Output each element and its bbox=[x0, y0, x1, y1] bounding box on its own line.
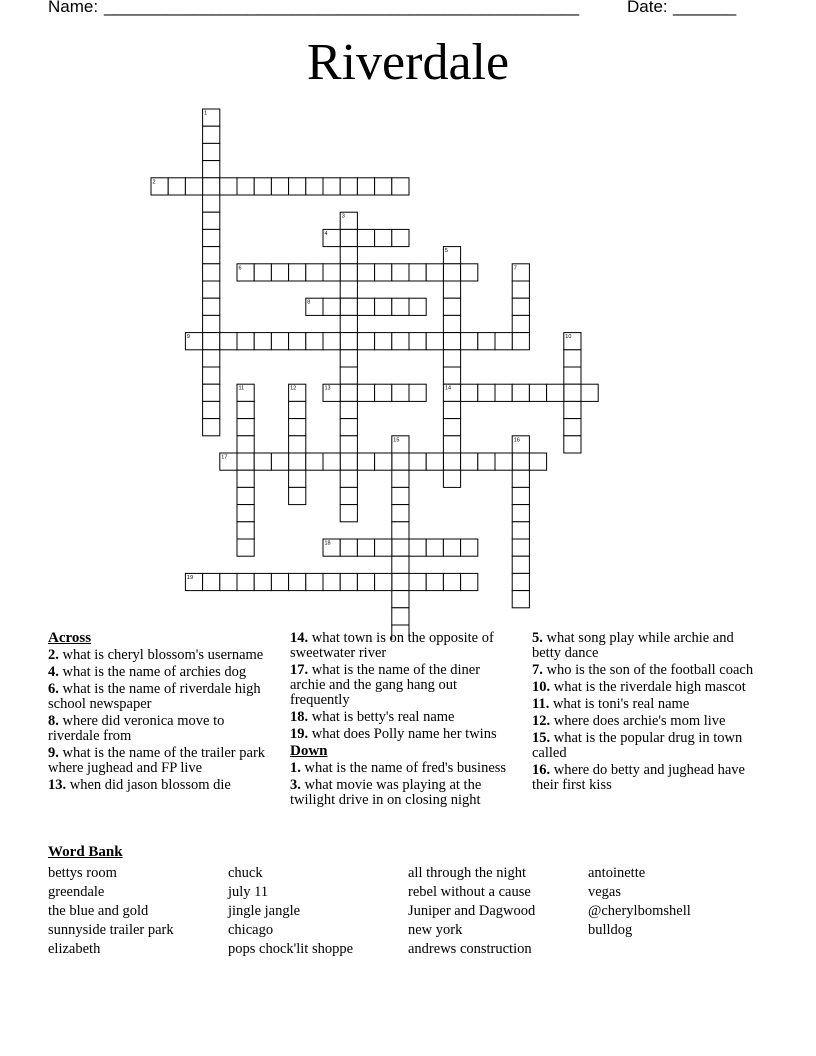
grid-cell[interactable] bbox=[289, 333, 306, 350]
grid-cell[interactable] bbox=[289, 453, 306, 470]
grid-cell[interactable] bbox=[409, 333, 426, 350]
grid-cell[interactable] bbox=[512, 470, 529, 487]
grid-cell[interactable] bbox=[306, 178, 323, 195]
grid-cell[interactable] bbox=[512, 315, 529, 332]
grid-cell[interactable] bbox=[392, 178, 409, 195]
clue-down-15: 15. what is the popular drug in town called bbox=[532, 730, 743, 761]
clue-down-3: 3. what movie was playing at the twilight drive in on closing night bbox=[290, 777, 482, 808]
grid-cell[interactable] bbox=[323, 453, 340, 470]
grid-cell[interactable] bbox=[289, 487, 306, 504]
word-bank-item: rebel without a cause bbox=[408, 884, 531, 900]
clue-number-label: 1 bbox=[204, 110, 208, 117]
grid-cell[interactable] bbox=[271, 178, 288, 195]
grid-cell[interactable] bbox=[340, 573, 357, 590]
grid-cell[interactable] bbox=[461, 333, 478, 350]
clue-number-label: 8 bbox=[307, 299, 311, 306]
clue-number-label: 7 bbox=[513, 265, 517, 272]
grid-cell[interactable] bbox=[340, 264, 357, 281]
grid-cell[interactable] bbox=[340, 453, 357, 470]
grid-cell[interactable] bbox=[512, 298, 529, 315]
grid-cell[interactable] bbox=[409, 298, 426, 315]
grid-cell[interactable] bbox=[392, 556, 409, 573]
grid-cell[interactable] bbox=[392, 573, 409, 590]
grid-cell[interactable] bbox=[254, 333, 271, 350]
grid-cell[interactable] bbox=[289, 470, 306, 487]
grid-cell[interactable] bbox=[323, 264, 340, 281]
grid-cell[interactable] bbox=[392, 470, 409, 487]
grid-cell[interactable] bbox=[375, 178, 392, 195]
grid-cell[interactable] bbox=[392, 453, 409, 470]
grid-cell[interactable] bbox=[426, 539, 443, 556]
grid-cell[interactable] bbox=[340, 350, 357, 367]
word-bank-col-4 bbox=[588, 864, 691, 940]
grid-cell[interactable] bbox=[512, 573, 529, 590]
grid-cell[interactable] bbox=[323, 573, 340, 590]
grid-cell[interactable] bbox=[340, 436, 357, 453]
grid-cell[interactable] bbox=[289, 178, 306, 195]
grid-cell[interactable] bbox=[357, 333, 374, 350]
grid-cell[interactable] bbox=[392, 539, 409, 556]
name-label: Name: bbox=[48, 0, 99, 16]
word-bank-col-3 bbox=[408, 864, 535, 959]
grid-cell[interactable] bbox=[443, 401, 460, 418]
grid-cell[interactable] bbox=[461, 539, 478, 556]
word-bank-item: greendale bbox=[48, 884, 105, 900]
grid-cell[interactable] bbox=[220, 178, 237, 195]
grid-cell[interactable] bbox=[203, 298, 220, 315]
grid-cell[interactable] bbox=[461, 384, 478, 401]
grid-cell[interactable] bbox=[254, 573, 271, 590]
grid-cell[interactable] bbox=[203, 195, 220, 212]
word-bank-col-2 bbox=[228, 864, 353, 959]
grid-cell[interactable] bbox=[443, 264, 460, 281]
grid-cell[interactable] bbox=[237, 333, 254, 350]
grid-cell[interactable] bbox=[237, 178, 254, 195]
grid-cell[interactable] bbox=[512, 487, 529, 504]
grid-cell[interactable] bbox=[203, 315, 220, 332]
grid-cell[interactable] bbox=[306, 333, 323, 350]
grid-cell[interactable] bbox=[564, 367, 581, 384]
clue-number-label: 14 bbox=[444, 385, 452, 392]
grid-cell[interactable] bbox=[340, 367, 357, 384]
word-bank-item: Juniper and Dagwood bbox=[408, 903, 536, 919]
grid-cell[interactable] bbox=[237, 522, 254, 539]
grid-cell[interactable] bbox=[340, 178, 357, 195]
grid-cell[interactable] bbox=[340, 505, 357, 522]
grid-cell[interactable] bbox=[237, 470, 254, 487]
grid-cell[interactable] bbox=[340, 247, 357, 264]
word-bank-item: pops chock'lit shoppe bbox=[228, 941, 354, 957]
grid-cell[interactable] bbox=[340, 401, 357, 418]
grid-cell[interactable] bbox=[203, 264, 220, 281]
clue-across-8: 8. where did veronica move to riverdale from bbox=[48, 713, 225, 744]
grid-cell[interactable] bbox=[340, 281, 357, 298]
grid-cell[interactable] bbox=[392, 333, 409, 350]
grid-cell[interactable] bbox=[375, 539, 392, 556]
clue-number-label: 9 bbox=[186, 334, 190, 341]
grid-cell[interactable] bbox=[237, 573, 254, 590]
word-bank-item: the blue and gold bbox=[48, 903, 149, 919]
word-bank-item: elizabeth bbox=[48, 941, 101, 957]
grid-cell[interactable] bbox=[203, 401, 220, 418]
grid-cell[interactable] bbox=[185, 178, 202, 195]
grid-cell[interactable] bbox=[323, 333, 340, 350]
grid-cell[interactable] bbox=[357, 264, 374, 281]
grid-cell[interactable] bbox=[564, 401, 581, 418]
grid-cell[interactable] bbox=[443, 281, 460, 298]
grid-cell[interactable] bbox=[375, 333, 392, 350]
grid-cell[interactable] bbox=[306, 264, 323, 281]
grid-cell[interactable] bbox=[357, 384, 374, 401]
grid-cell[interactable] bbox=[203, 178, 220, 195]
grid-cell[interactable] bbox=[357, 453, 374, 470]
grid-cell[interactable] bbox=[203, 126, 220, 143]
grid-cell[interactable] bbox=[375, 384, 392, 401]
grid-cell[interactable] bbox=[409, 539, 426, 556]
clue-down-10: 10. what is the riverdale high mascot bbox=[532, 679, 746, 695]
grid-cell[interactable] bbox=[203, 419, 220, 436]
grid-cell[interactable] bbox=[289, 573, 306, 590]
grid-cell[interactable] bbox=[203, 247, 220, 264]
grid-cell[interactable] bbox=[529, 453, 546, 470]
clue-number-label: 10 bbox=[565, 334, 572, 341]
grid-cell[interactable] bbox=[443, 350, 460, 367]
clue-across-19: 19. what does Polly name her twins bbox=[290, 726, 497, 742]
grid-cell[interactable] bbox=[237, 401, 254, 418]
grid-cell[interactable] bbox=[392, 384, 409, 401]
grid-cell[interactable] bbox=[357, 539, 374, 556]
grid-cell[interactable] bbox=[237, 453, 254, 470]
grid-cell[interactable] bbox=[357, 298, 374, 315]
grid-cell[interactable] bbox=[237, 539, 254, 556]
grid-cell[interactable] bbox=[443, 573, 460, 590]
grid-cell[interactable] bbox=[271, 453, 288, 470]
word-bank-item: jingle jangle bbox=[228, 903, 301, 919]
clue-number-label: 17 bbox=[221, 454, 228, 461]
grid-cell[interactable] bbox=[512, 384, 529, 401]
clue-number-label: 13 bbox=[324, 385, 331, 392]
grid-cell[interactable] bbox=[426, 453, 443, 470]
grid-cell[interactable] bbox=[495, 333, 512, 350]
grid-cell[interactable] bbox=[271, 573, 288, 590]
grid-cell[interactable] bbox=[289, 401, 306, 418]
clues-col2 bbox=[290, 631, 512, 810]
grid-cell[interactable] bbox=[409, 573, 426, 590]
clue-down-5: 5. what song play while archie and betty dance bbox=[532, 630, 734, 661]
grid-cell[interactable] bbox=[495, 384, 512, 401]
grid-cell[interactable] bbox=[237, 436, 254, 453]
word-bank-item: bulldog bbox=[588, 922, 633, 938]
grid-cell[interactable] bbox=[340, 419, 357, 436]
word-bank-item: bettys room bbox=[48, 865, 117, 881]
clue-down-11: 11. what is toni's real name bbox=[532, 696, 690, 712]
clue-number-label: 11 bbox=[238, 385, 245, 392]
grid-cell[interactable] bbox=[340, 229, 357, 246]
clue-across-17: 17. what is the name of the diner archie and the gang hang out frequently bbox=[290, 662, 481, 708]
grid-cell[interactable] bbox=[443, 298, 460, 315]
grid-cell[interactable] bbox=[340, 487, 357, 504]
grid-cell[interactable] bbox=[203, 384, 220, 401]
grid-cell[interactable] bbox=[392, 591, 409, 608]
clue-number-label: 4 bbox=[324, 230, 328, 237]
grid-cell[interactable] bbox=[203, 212, 220, 229]
grid-cell[interactable] bbox=[392, 298, 409, 315]
grid-cell[interactable] bbox=[443, 453, 460, 470]
grid-cell[interactable] bbox=[409, 453, 426, 470]
grid-cell[interactable] bbox=[461, 264, 478, 281]
grid-cell[interactable] bbox=[237, 487, 254, 504]
grid-cell[interactable] bbox=[392, 522, 409, 539]
grid-cell[interactable] bbox=[357, 178, 374, 195]
word-bank-item: @cherylbomshell bbox=[588, 903, 691, 919]
clue-number-label: 2 bbox=[152, 179, 156, 186]
clue-across-6: 6. what is the name of riverdale high school newspaper bbox=[48, 681, 261, 712]
grid-cell[interactable] bbox=[203, 367, 220, 384]
grid-cell[interactable] bbox=[323, 178, 340, 195]
word-bank-item: andrews construction bbox=[408, 941, 532, 957]
grid-cell[interactable] bbox=[237, 505, 254, 522]
word-bank-item: chuck bbox=[228, 865, 263, 881]
word-bank-item: antoinette bbox=[588, 865, 646, 881]
down-heading: Down bbox=[290, 743, 328, 759]
word-bank-item: all through the night bbox=[408, 865, 526, 881]
grid-cell[interactable] bbox=[443, 539, 460, 556]
grid-cell[interactable] bbox=[271, 333, 288, 350]
clue-across-14: 14. what town is on the opposite of sweetwater river bbox=[290, 630, 494, 661]
clue-number-label: 15 bbox=[393, 437, 400, 444]
grid-cell[interactable] bbox=[581, 384, 598, 401]
name-blank[interactable]: _____________________________________________________ bbox=[104, 0, 579, 16]
grid-cell[interactable] bbox=[512, 505, 529, 522]
grid-cell[interactable] bbox=[306, 453, 323, 470]
grid-cell[interactable] bbox=[289, 436, 306, 453]
word-bank-item: july 11 bbox=[228, 884, 269, 900]
grid-cell[interactable] bbox=[512, 281, 529, 298]
grid-cell[interactable] bbox=[203, 281, 220, 298]
clue-number-label: 3 bbox=[341, 213, 345, 220]
grid-cell[interactable] bbox=[478, 333, 495, 350]
grid-cell[interactable] bbox=[375, 453, 392, 470]
clue-across-9: 9. what is the name of the trailer park where jughead and FP live bbox=[48, 745, 266, 776]
grid-cell[interactable] bbox=[443, 367, 460, 384]
grid-cell[interactable] bbox=[168, 178, 185, 195]
word-bank-item: vegas bbox=[588, 884, 622, 900]
grid-cell[interactable] bbox=[254, 264, 271, 281]
grid-cell[interactable] bbox=[392, 229, 409, 246]
grid-cell[interactable] bbox=[375, 573, 392, 590]
grid-cell[interactable] bbox=[426, 573, 443, 590]
grid-cell[interactable] bbox=[512, 333, 529, 350]
grid-cell[interactable] bbox=[443, 333, 460, 350]
grid-cell[interactable] bbox=[547, 384, 564, 401]
grid-cell[interactable] bbox=[529, 384, 546, 401]
grid-cell[interactable] bbox=[340, 315, 357, 332]
clue-across-13: 13. when did jason blossom die bbox=[48, 777, 231, 793]
grid-cell[interactable] bbox=[461, 453, 478, 470]
grid-cell[interactable] bbox=[392, 608, 409, 625]
grid-cell[interactable] bbox=[392, 505, 409, 522]
grid-cell[interactable] bbox=[512, 591, 529, 608]
grid-cell[interactable] bbox=[564, 384, 581, 401]
grid-cell[interactable] bbox=[443, 436, 460, 453]
grid-cell[interactable] bbox=[495, 453, 512, 470]
clue-number-label: 19 bbox=[186, 574, 194, 581]
grid-cell[interactable] bbox=[375, 298, 392, 315]
grid-cell[interactable] bbox=[564, 350, 581, 367]
grid-cell[interactable] bbox=[220, 573, 237, 590]
clue-down-16: 16. where do betty and jughead have their first kiss bbox=[532, 762, 745, 793]
grid-cell[interactable] bbox=[564, 419, 581, 436]
grid-cell[interactable] bbox=[306, 573, 323, 590]
grid-cell[interactable] bbox=[203, 350, 220, 367]
clue-down-7: 7. who is the son of the football coach bbox=[532, 662, 754, 678]
grid-cell[interactable] bbox=[323, 298, 340, 315]
grid-cell[interactable] bbox=[564, 436, 581, 453]
word-bank-heading: Word Bank bbox=[48, 844, 123, 860]
grid-cell[interactable] bbox=[254, 178, 271, 195]
grid-cell[interactable] bbox=[203, 143, 220, 160]
grid-cell[interactable] bbox=[512, 522, 529, 539]
grid-cell[interactable] bbox=[375, 264, 392, 281]
clue-number-label: 16 bbox=[513, 437, 520, 444]
grid-cell[interactable] bbox=[340, 470, 357, 487]
grid-cell[interactable] bbox=[203, 229, 220, 246]
clue-across-2: 2. what is cheryl blossom's username bbox=[48, 647, 264, 663]
word-bank-item: new york bbox=[408, 922, 463, 938]
grid-cell[interactable] bbox=[340, 333, 357, 350]
grid-cell[interactable] bbox=[203, 573, 220, 590]
clue-number-label: 6 bbox=[238, 265, 242, 272]
word-bank-item: sunnyside trailer park bbox=[48, 922, 174, 938]
grid-cell[interactable] bbox=[443, 470, 460, 487]
grid-cell[interactable] bbox=[512, 453, 529, 470]
grid-cell[interactable] bbox=[461, 573, 478, 590]
grid-cell[interactable] bbox=[478, 384, 495, 401]
date-label: Date: bbox=[627, 0, 668, 16]
grid-cell[interactable] bbox=[426, 264, 443, 281]
grid-cell[interactable] bbox=[357, 229, 374, 246]
grid-cell[interactable] bbox=[392, 487, 409, 504]
grid-cell[interactable] bbox=[340, 384, 357, 401]
clue-number-label: 12 bbox=[290, 385, 297, 392]
grid-cell[interactable] bbox=[478, 453, 495, 470]
clue-across-4: 4. what is the name of archies dog bbox=[48, 664, 247, 680]
clue-down-1: 1. what is the name of fred's business bbox=[290, 760, 507, 776]
clue-across-18: 18. what is betty's real name bbox=[290, 709, 455, 725]
across-heading: Across bbox=[48, 630, 92, 646]
grid-cell[interactable] bbox=[443, 419, 460, 436]
grid-cell[interactable] bbox=[426, 333, 443, 350]
grid-cell[interactable] bbox=[375, 229, 392, 246]
word-bank-item: chicago bbox=[228, 922, 274, 938]
grid-cell[interactable] bbox=[392, 264, 409, 281]
grid-cell[interactable] bbox=[512, 539, 529, 556]
grid-cell[interactable] bbox=[237, 419, 254, 436]
word-bank-col-1 bbox=[48, 864, 174, 959]
grid-cell[interactable] bbox=[289, 264, 306, 281]
grid-cell[interactable] bbox=[340, 298, 357, 315]
grid-cell[interactable] bbox=[409, 384, 426, 401]
clue-number-label: 5 bbox=[444, 248, 448, 255]
grid-cell[interactable] bbox=[203, 333, 220, 350]
grid-cell[interactable] bbox=[220, 333, 237, 350]
grid-cell[interactable] bbox=[512, 556, 529, 573]
grid-cell[interactable] bbox=[289, 419, 306, 436]
page-title: Riverdale bbox=[306, 34, 510, 91]
grid-cell[interactable] bbox=[203, 161, 220, 178]
grid-cell[interactable] bbox=[271, 264, 288, 281]
grid-cell[interactable] bbox=[357, 573, 374, 590]
grid-cell[interactable] bbox=[443, 315, 460, 332]
date-blank[interactable]: _______ bbox=[673, 0, 736, 16]
grid-cell[interactable] bbox=[409, 264, 426, 281]
across-clues-col1 bbox=[48, 631, 270, 795]
down-clues-col3 bbox=[532, 631, 754, 795]
clue-number-label: 18 bbox=[324, 540, 331, 547]
clue-down-12: 12. where does archie's mom live bbox=[532, 713, 726, 729]
grid-cell[interactable] bbox=[254, 453, 271, 470]
grid-cell[interactable] bbox=[340, 539, 357, 556]
